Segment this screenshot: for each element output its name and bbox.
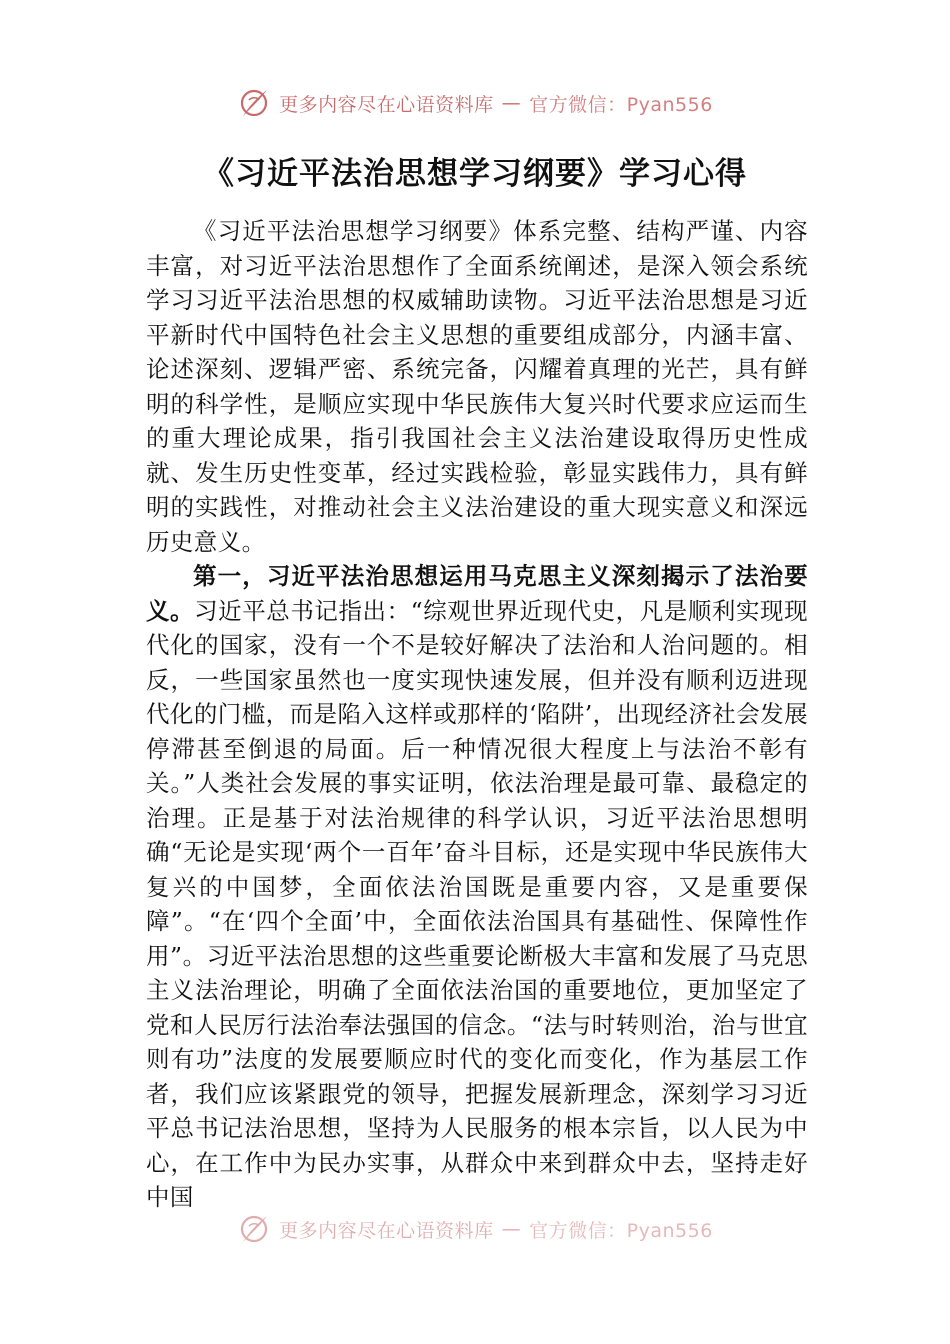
paragraph-body: 《习近平法治思想学习纲要》体系完整、结构严谨、内容丰富，对习近平法治思想作了全面系统阐述，是深入领会系统学习习近平法治思想的权威辅助读物。习近平法治思想是习近平新时代中国特色社会主义思想的重要组成部分，内涵丰富、论述深刻、逻辑严密、系统完备，闪耀着真理的光芒，具有鲜明的科学性，是顺应实现中华民族伟大复兴时代要求应运而生的重大理论成果，指引我国社会主义法治建设取得历史性成就、发生历史性变革，经过实践检验，彰显实践伟力，具有鲜明的实践性，对推动社会主义法治建设的重大现实意义和深远历史意义。 [146,217,808,556]
header-watermark [0,86,950,120]
paragraph-body: 习近平总书记指出：“综观世界近现代史，凡是顺利实现现代化的国家，没有一个不是较好解决了法治和人治问题的。相反，一些国家虽然也一度实现快速发展，但并没有顺利迈进现代化的门槛，而是陷入这样或那样的‘陷阱’，出现经济社会发展停滞甚至倒退的局面。后一种情况很大程度上与法治不彰有关。”人类社会发展的事实证明，依法治理是最可靠、最稳定的治理。正是基于对法治规律的科学认识，习近平法治思想明确“无论是实现‘两个一百年’奋斗目标，还是实现中华民族伟大复兴的中国梦，全面依法治国既是重要内容，又是重要保障”。“在‘四个全面’中，全面依法治国具有基础性、保障性作用”。习近平法治思想的这些重要论断极大丰富和发展了马克思主义法治理论，明确了全面依法治国的重要地位，更加坚定了党和人民厉行法治奉法强国的信念。“法与时转则治，治与世宜则有功”法度的发展要顺应时代的变化而变化，作为基层工作者，我们应该紧跟党的领导，把握发展新理念，深刻学习习近平总书记法治思想，坚持为人民服务的根本宗旨，以人民为中心，在工作中为民办实事，从群众中来到群众中去，坚持走好中国 [146,596,808,1211]
footer-watermark [0,1212,950,1246]
watermark-dash: — [501,1218,522,1240]
page-title: 《习近平法治思想学习纲要》学习心得 [203,156,747,192]
article-body [146,214,808,1215]
watermark-contact: 官方微信：Pyan556 [529,1219,713,1242]
quill-circle-icon [237,1212,271,1246]
paragraph-intro [146,214,808,559]
paragraph-lead: 第一，习近平法治思想运用马克思主义深刻揭示了法治要义。 [146,562,808,625]
watermark-text: 更多内容尽在心语资料库 [279,93,494,116]
watermark-dash: — [501,92,522,114]
paragraph-first-point [146,559,808,1215]
watermark-contact: 官方微信：Pyan556 [529,93,713,116]
watermark-text: 更多内容尽在心语资料库 [279,1219,494,1242]
quill-circle-icon [237,86,271,120]
